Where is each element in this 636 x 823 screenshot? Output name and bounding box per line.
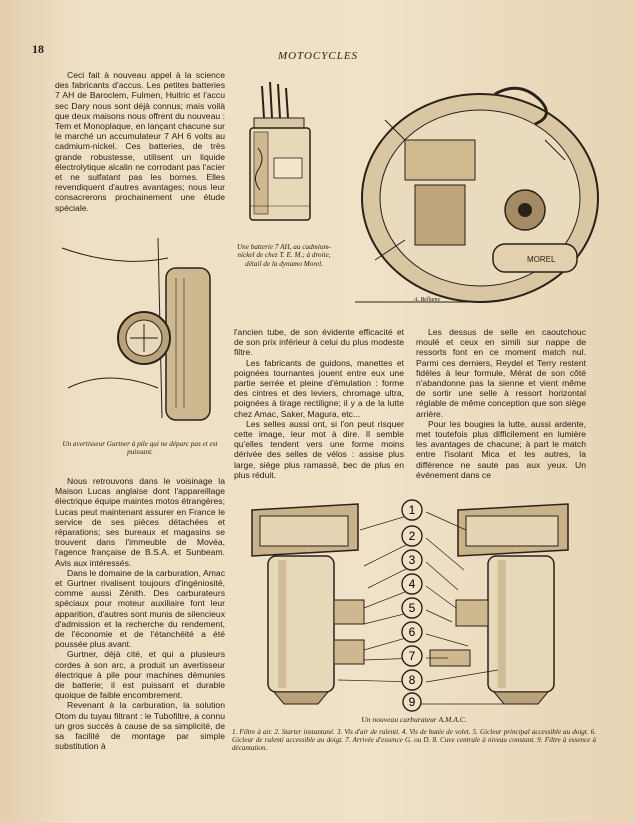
battery-illustration <box>240 78 322 228</box>
artist-signature: A. Bellamy <box>413 297 441 303</box>
dynamo-illustration <box>345 80 607 308</box>
paragraph: l'ancien tube, de son évidente efficacité et de son prix inférieur à celui du plus modeste filtre. <box>234 327 404 358</box>
callout-3: 3 <box>408 553 416 567</box>
col-right <box>416 327 586 480</box>
paragraph: Pour les bougies la lutte, aussi ardente, met toutefois plus difficilement en lumière les avantages de chacune; à part le match entre l'isolant Mica et les autres, la différence ne saute pas aux yeux. Un événement dans ce <box>416 418 586 480</box>
running-head: MOTOCYCLES <box>277 50 359 62</box>
callout-9: 9 <box>408 695 416 709</box>
callout-6: 6 <box>408 625 416 639</box>
carburettor-illustration <box>238 490 590 712</box>
paragraph: Les dessus de selle en caoutchouc moulé et ceux en simili sur nappe de ressorts font en ce moment match nul. Parmi ces derniers, Reydel et Terry restent fidèles à leur formule, Mérat de son côté n'abandonne pas la sienne et vient même de sortir une selle à ressort horizontal réglable de même conception que son siège arrière. <box>416 327 586 419</box>
callout-5: 5 <box>408 601 416 615</box>
callout-1: 1 <box>408 503 416 517</box>
paragraph: Nous retrouvons dans le voisinage la Maison Lucas anglaise dont l'appareillage électrique équipe maintes motos étrangères; Lucas peut maintenant assurer en France le service de ses pièces détachées et réparations; ses bureaux et magasins se trouvent dans l'immeuble de Movéa, l'agence française de B.S.A. et Sunbeam. Avis aux intéressés. <box>55 476 225 568</box>
paragraph: Dans le domaine de la carburation, Amac et Gurtner rivalisent toujours d'ingéniosité, comme aussi Zénith. Des carburateurs spéciaux pour moteur auxiliaire font leur apparition, d'autres sont munis de silencieux d'admission et la recherche du rendement, de l'économie et de l'étanchéité a été poussée plus avant. <box>55 567 225 650</box>
page-number: 18 <box>32 42 44 56</box>
callout-4: 4 <box>408 577 416 591</box>
paragraph: Revenant à la carburation, la solution Otom du tuyau filtrant : le Tubofiltre, a connu un gros succès à cause de sa simplicité, de sa facilité de montage par simple substitution à <box>55 700 225 752</box>
paragraph: Les selles aussi ont, si l'on peut risquer cette image, leur mot à dire. Il semble qu'elles tendent vers une forme moins dérivée des selles de vélos : assise plus large, siège plus ramassé, bec de plus en plus réduit. <box>234 418 404 480</box>
col-left-top <box>55 70 225 213</box>
col-middle <box>234 327 404 480</box>
callout-8: 8 <box>408 673 416 687</box>
paragraph: Gurtner, déjà cité, et qui a plusieurs cordes à son arc, a produit un avertisseur électrique à pile pour machines démunies de batterie; il est puissant et durable quoique de faible encombrement. <box>55 649 225 701</box>
paragraph: Les fabricants de guidons, manettes et poignées tournantes jouent entre eux une partie serrée et pleine d'émulation : forme des cintres et des leviers, chromage ultra, poignées à tirage rectiligne; il y a de la lutte chez Amac, Saker, Magura, etc... <box>234 357 404 419</box>
col-left-bottom <box>55 476 225 751</box>
caption-horn: Un avertisseur Gurtner à pile qui ne déparc pas et est puissant. <box>62 440 218 457</box>
paragraph: Ceci fait à nouveau appel à la science des fabricants d'accus. Les petites batteries 7 AH de Baroclem, Fulmen, Huitric et l'accu sec Dary nous sont déjà connus; mais voilà que deux maisons nous offrent du nouveau : Tem et Monoplaque, en lançant chacune sur le marché un accumulateur 7 AH 6 volts au cadmium-nickel. Ces batteries, de très grande robustesse, utilisent un liquide électrolytique alcalin ne corrodant pas l'acier et ne sulfatant pas les bornes. Elles revendiquent d'autres avantages; nous leur consacrerons prochainement une étude spéciale. <box>55 70 225 213</box>
callout-2: 2 <box>408 529 416 543</box>
carb-caption-title: Un nouveau carburateur A.M.A.C. <box>361 715 467 724</box>
horn-illustration <box>58 238 230 430</box>
carb-caption-body: 1. Filtre à air. 2. Starter instantané. 3. Vis d'air de ralenti. 4. Vis de butée de volet. 5. Gicleur principal accessible au doigt. 6. Gicleur de ralenti accessible au doigt. 7. Arrivée d'essence G. ou D. 8. Cuve centrale à niveau constant. 9. Filtre à essence à décantation. <box>232 728 596 753</box>
caption-battery: Une batterie 7 AH, au cadmium-nickel de chez T. E. M.; à droite, détail de la dynamo Morel. <box>236 243 332 268</box>
dynamo-label: MOREL <box>527 255 556 264</box>
callout-7: 7 <box>408 649 416 663</box>
